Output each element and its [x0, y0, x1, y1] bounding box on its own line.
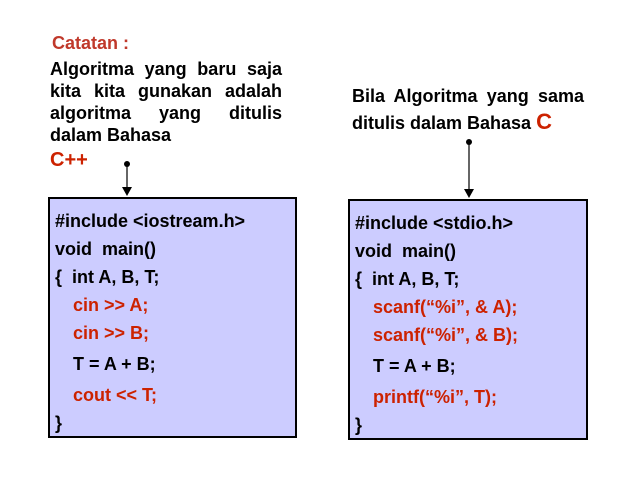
c-input-a-line: scanf(“%i”, & A);	[373, 297, 518, 317]
right-note	[352, 83, 584, 136]
c-include-line: #include <stdio.h>	[355, 213, 514, 233]
cpp-include-line: #include <iostream.h>	[55, 211, 246, 231]
c-close-brace-line: }	[355, 415, 363, 435]
c-declaration-line: { int A, B, T;	[355, 269, 460, 289]
c-output-line: printf(“%i”, T);	[373, 387, 497, 407]
cpp-assignment-line: T = A + B;	[73, 354, 156, 374]
left-note-language: C++	[50, 149, 88, 171]
cpp-output-line: cout << T;	[73, 385, 158, 405]
cpp-input-b-line: cin >> B;	[73, 323, 150, 343]
cpp-close-brace-line: }	[55, 413, 63, 433]
c-main-line: void main()	[355, 241, 457, 261]
right-note-text: Bila Algoritma yang sama ditulis dalam Bahasa	[352, 86, 584, 133]
left-note-text: Algoritma yang baru saja kita kita gunakan adalah algoritma yang ditulis dalam Bahasa	[50, 59, 282, 145]
note-title: Catatan :	[52, 33, 130, 53]
c-input-b-line: scanf(“%i”, & B);	[373, 325, 519, 345]
cpp-declaration-line: { int A, B, T;	[55, 267, 160, 287]
cpp-main-line: void main()	[55, 239, 157, 259]
cpp-code-box	[48, 197, 297, 438]
right-connector-arrow	[464, 139, 474, 198]
right-note-language: C	[536, 109, 552, 134]
left-note	[50, 58, 282, 171]
cpp-input-a-line: cin >> A;	[73, 295, 149, 315]
c-assignment-line: T = A + B;	[373, 356, 456, 376]
c-code-box	[348, 199, 588, 440]
